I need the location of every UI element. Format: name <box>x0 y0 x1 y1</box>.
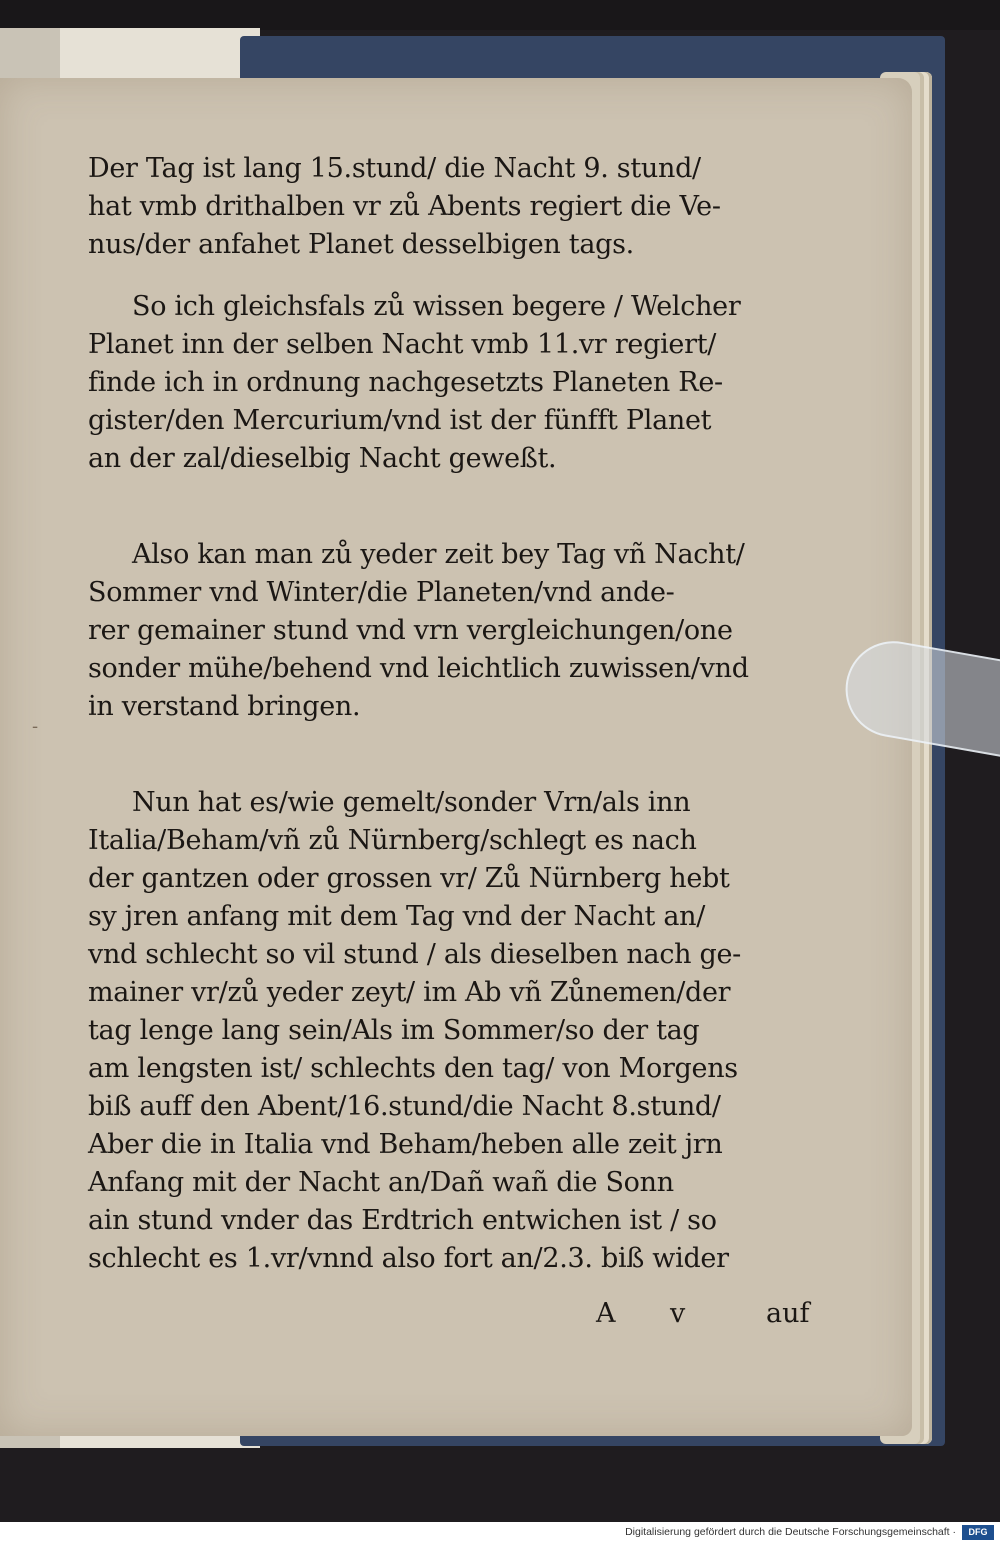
paragraph-1 <box>88 150 828 264</box>
text-line: tag lenge lang sein/Als im Sommer/so der tag <box>88 1015 700 1046</box>
text-line: Der Tag ist lang 15.stund/ die Nacht 9. stund/ <box>88 153 701 184</box>
text-line: biß auff den Abent/16.stund/die Nacht 8.stund/ <box>88 1091 721 1122</box>
text-line: am lengsten ist/ schlechts den tag/ von Morgens <box>88 1053 738 1084</box>
footer-bar <box>0 1522 1000 1545</box>
paragraph-2 <box>88 288 828 478</box>
margin-mark <box>32 716 52 724</box>
paragraph-3 <box>88 536 828 726</box>
text-line: Anfang mit der Nacht an/Dañ wañ die Sonn <box>88 1167 674 1198</box>
catchword: auf <box>766 1298 810 1329</box>
text-line: Nun hat es/wie gemelt/sonder Vrn/als inn <box>132 787 691 818</box>
text-line: mainer vr/zů yeder zeyt/ im Ab vñ Zůnemen/der <box>88 977 731 1008</box>
background-top <box>0 0 1000 30</box>
text-line: Also kan man zů yeder zeit bey Tag vñ Nacht/ <box>132 539 745 570</box>
text-line: ain stund vnder das Erdtrich entwichen ist / so <box>88 1205 717 1236</box>
text-line: nus/der anfahet Planet desselbigen tags. <box>88 229 634 260</box>
signature-line <box>596 1298 809 1329</box>
dfg-logo: DFG <box>962 1525 994 1540</box>
text-line: an der zal/dieselbig Nacht geweßt. <box>88 443 557 474</box>
text-line: Planet inn der selben Nacht vmb 11.vr regiert/ <box>88 329 717 360</box>
text-line: sonder mühe/behend vnd leichtlich zuwissen/vnd <box>88 653 749 684</box>
text-line: vnd schlecht so vil stund / als dieselben nach ge- <box>88 939 742 970</box>
text-line: in verstand bringen. <box>88 691 361 722</box>
text-line: schlecht es 1.vr/vnnd also fort an/2.3. biß wider <box>88 1243 729 1274</box>
footer-credit: Digitalisierung gefördert durch die Deutsche Forschungsgemeinschaft · <box>625 1526 956 1538</box>
paragraph-4 <box>88 784 828 1278</box>
text-line: gister/den Mercurium/vnd ist der fünfft Planet <box>88 405 712 436</box>
text-line: rer gemainer stund vnd vrn vergleichungen/one <box>88 615 733 646</box>
text-line: finde ich in ordnung nachgesetzts Planeten Re- <box>88 367 723 398</box>
page-text <box>88 150 828 1302</box>
text-line: Aber die in Italia vnd Beham/heben alle zeit jrn <box>88 1129 723 1160</box>
signature-number: v <box>670 1298 686 1329</box>
text-line: So ich gleichsfals zů wissen begere / Welcher <box>132 291 741 322</box>
text-line: Italia/Beham/vñ zů Nürnberg/schlegt es nach <box>88 825 697 856</box>
signature-mark: A <box>596 1298 616 1329</box>
text-line: Sommer vnd Winter/die Planeten/vnd ande- <box>88 577 675 608</box>
text-line: der gantzen oder grossen vr/ Zů Nürnberg hebt <box>88 863 730 894</box>
text-line: hat vmb drithalben vr zů Abents regiert die Ve- <box>88 191 721 222</box>
text-line: sy jren anfang mit dem Tag vnd der Nacht an/ <box>88 901 706 932</box>
